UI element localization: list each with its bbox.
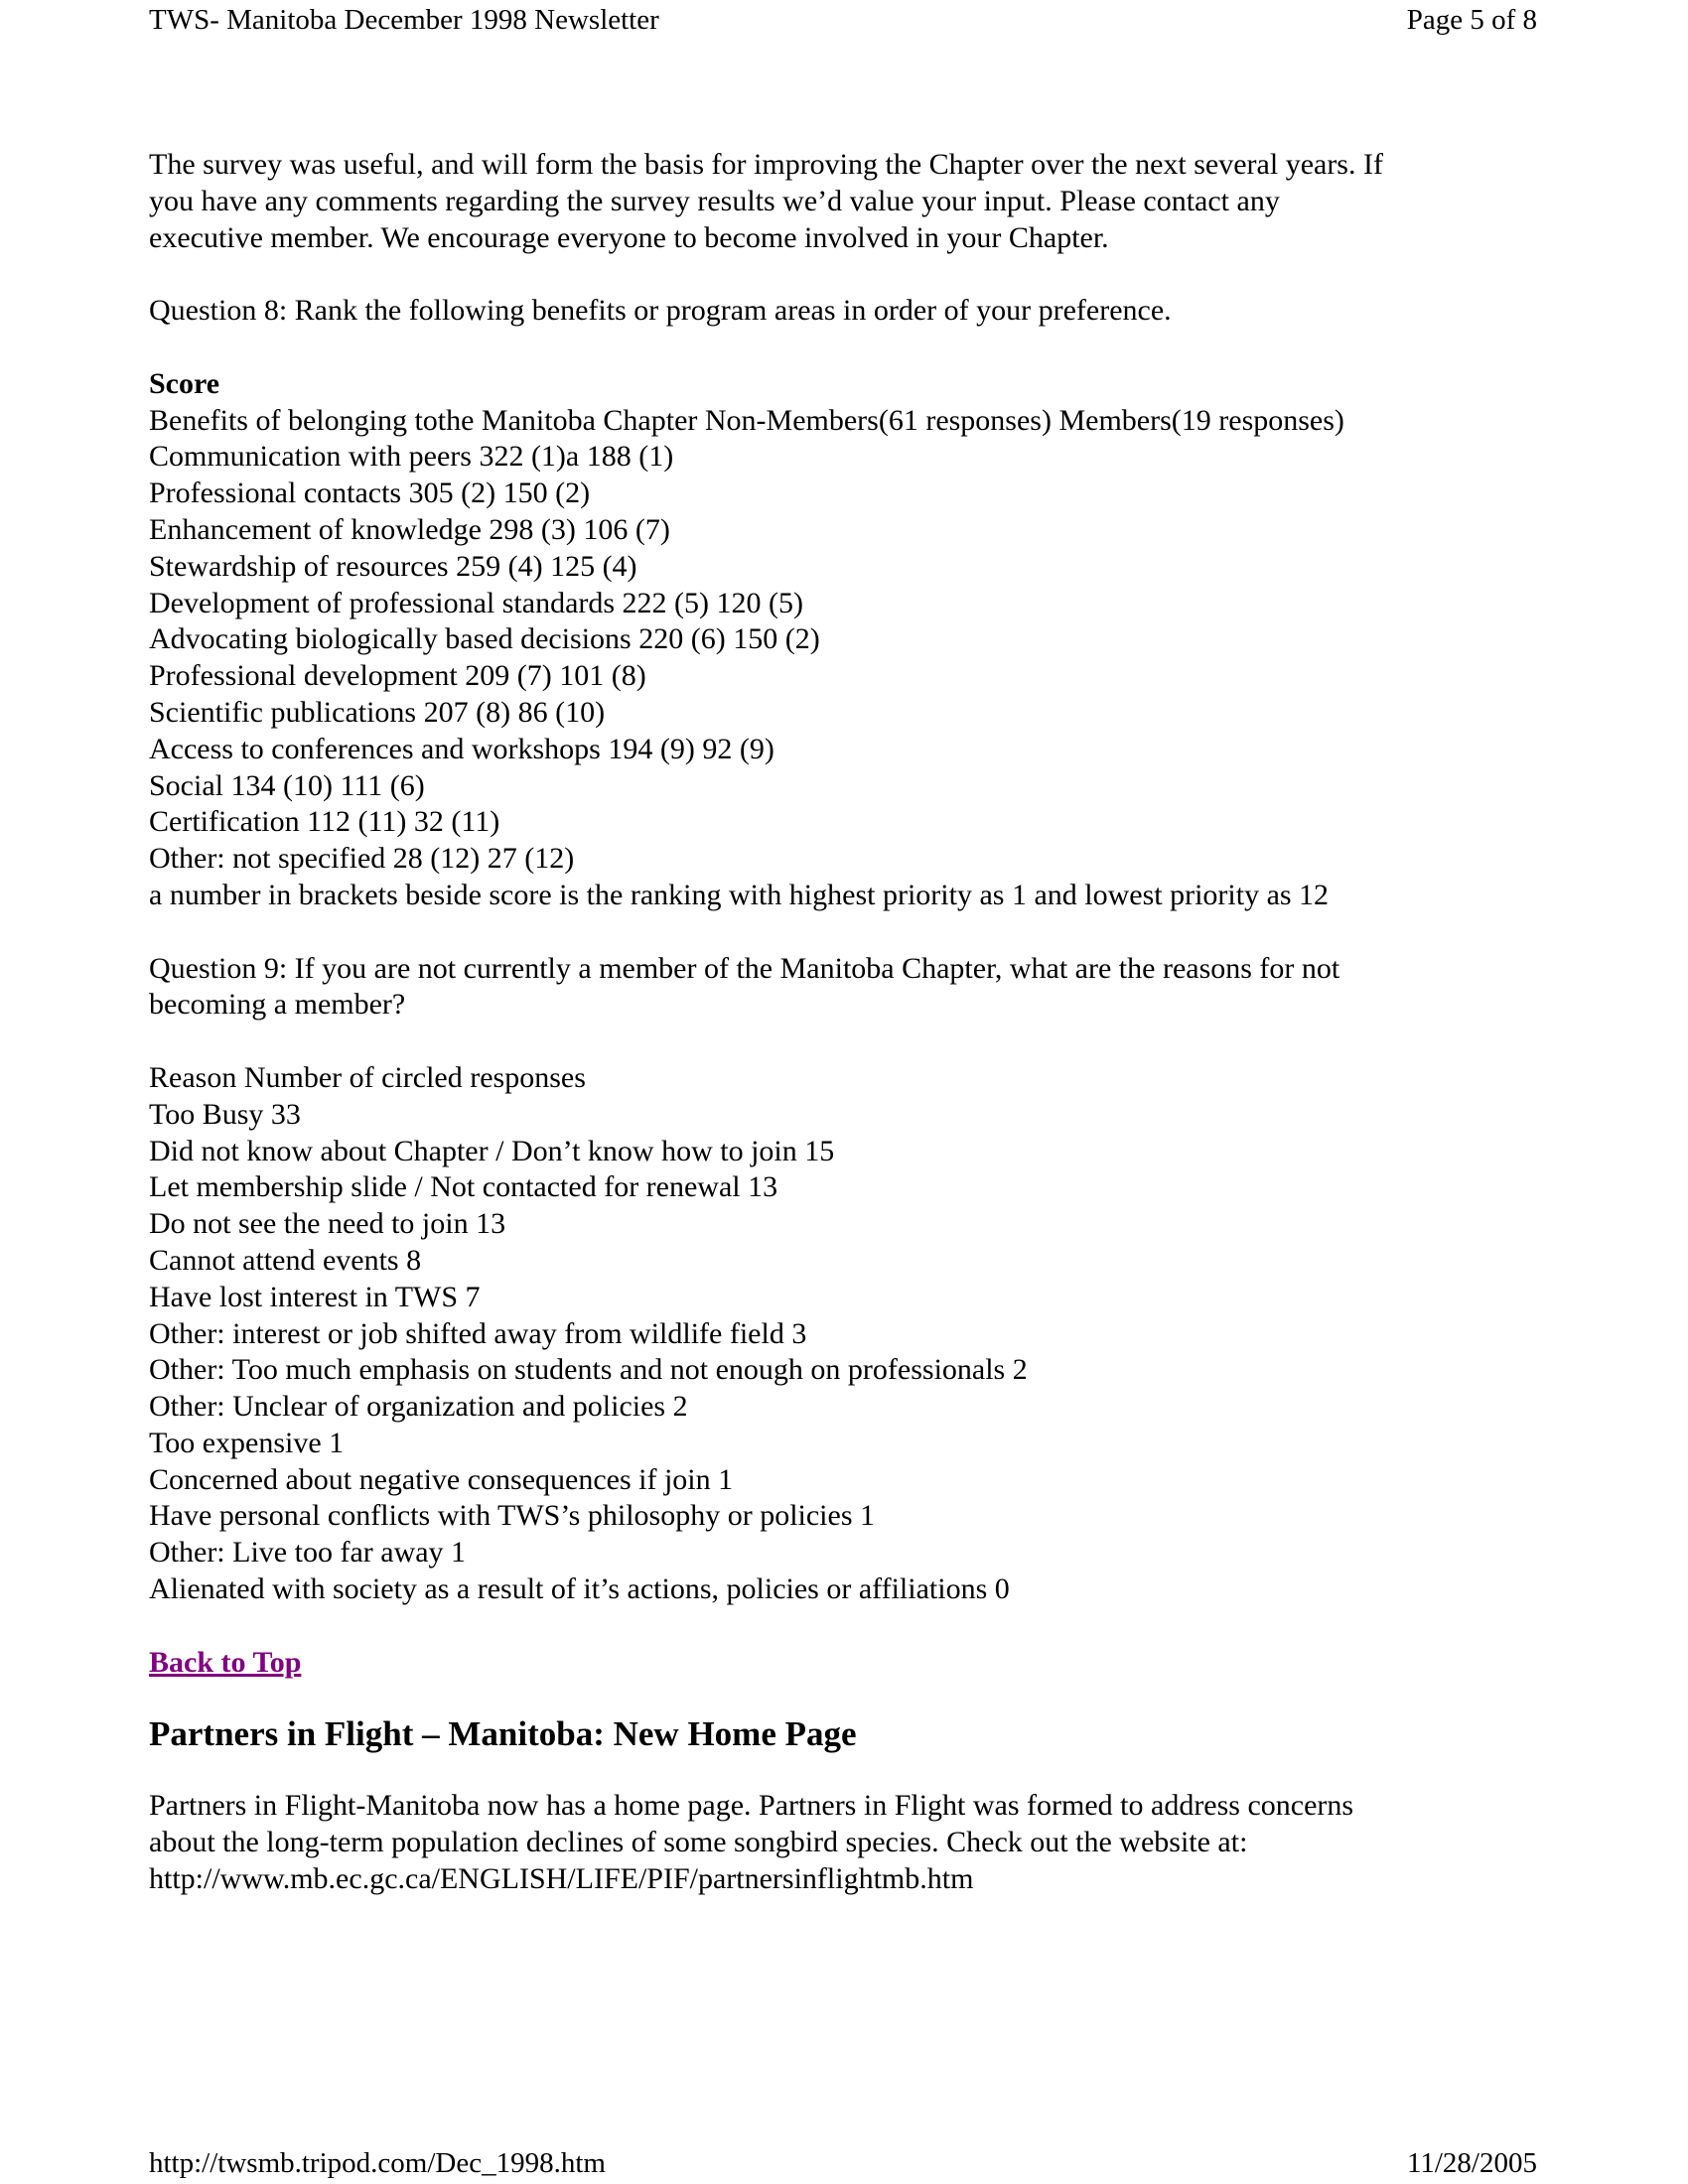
- result-row: Certification 112 (11) 32 (11): [149, 805, 500, 839]
- result-row: Development of professional standards 222 (5) 120 (5): [149, 586, 804, 619]
- result-row: Professional development 209 (7) 101 (8): [149, 659, 646, 693]
- intro-line: The survey was useful, and will form the basis for improving the Chapter over the next several years. If: [149, 148, 1383, 181]
- reason-row: Other: Unclear of organization and policies 2: [149, 1390, 688, 1424]
- ranking-footnote: a number in brackets beside score is the ranking with highest priority as 1 and lowest priority as 12: [149, 878, 1330, 911]
- result-row: Other: not specified 28 (12) 27 (12): [149, 842, 575, 876]
- result-row: Access to conferences and workshops 194 (9) 92 (9): [149, 732, 774, 765]
- score-label: Score: [149, 366, 220, 400]
- intro-line: you have any comments regarding the survey results we’d value your input. Please contact any: [149, 184, 1280, 217]
- result-row: Stewardship of resources 259 (4) 125 (4): [149, 549, 637, 583]
- reason-row: Other: interest or job shifted away from wildlife field 3: [149, 1316, 807, 1350]
- result-row: Scientific publications 207 (8) 86 (10): [149, 695, 606, 729]
- results-column-header: Benefits of belonging tothe Manitoba Chapter Non-Members(61 responses) Members(19 responses): [149, 403, 1344, 437]
- question-9: [149, 951, 1549, 1024]
- pif-line: Partners in Flight-Manitoba now has a home page. Partners in Flight was formed to address concerns: [149, 1789, 1354, 1823]
- reason-row: Have lost interest in TWS 7: [149, 1280, 481, 1313]
- back-to-top-row: [149, 1645, 1549, 1682]
- question-9-line: Question 9: If you are not currently a member of the Manitoba Chapter, what are the reasons for not: [149, 951, 1340, 985]
- back-to-top-link[interactable]: Back to Top: [149, 1645, 302, 1679]
- reasons-column-header: Reason Number of circled responses: [149, 1060, 586, 1094]
- partners-in-flight-paragraph: [149, 1788, 1549, 1897]
- print-footer-date: 11/28/2005: [1406, 2147, 1537, 2179]
- question-9-line: becoming a member?: [149, 988, 406, 1022]
- reason-row: Let membership slide / Not contacted for renewal 13: [149, 1170, 778, 1204]
- reason-row: Too Busy 33: [149, 1097, 301, 1131]
- reason-row: Cannot attend events 8: [149, 1243, 422, 1277]
- reason-row: Too expensive 1: [149, 1426, 345, 1459]
- newsletter-content: [149, 147, 1549, 1898]
- pif-website-url: http://www.mb.ec.gc.ca/ENGLISH/LIFE/PIF/partnersinflightmb.htm: [149, 1862, 974, 1896]
- print-header-page-number: Page 5 of 8: [1406, 4, 1537, 36]
- question-8: [149, 293, 1549, 330]
- reason-row: Did not know about Chapter / Don’t know how to join 15: [149, 1134, 835, 1167]
- reason-row: Other: Live too far away 1: [149, 1536, 467, 1570]
- question-9-results: [149, 1060, 1549, 1608]
- intro-line: executive member. We encourage everyone to become involved in your Chapter.: [149, 220, 1109, 254]
- reason-row: Concerned about negative consequences if join 1: [149, 1462, 734, 1496]
- reason-row: Have personal conflicts with TWS’s philosophy or policies 1: [149, 1499, 876, 1533]
- result-row: Social 134 (10) 111 (6): [149, 768, 425, 802]
- print-footer-url: http://twsmb.tripod.com/Dec_1998.htm: [149, 2147, 606, 2179]
- reason-row: Alienated with society as a result of it’s actions, policies or affiliations 0: [149, 1572, 1010, 1606]
- print-header-title: TWS- Manitoba December 1998 Newsletter: [149, 4, 659, 36]
- result-row: Enhancement of knowledge 298 (3) 106 (7): [149, 512, 670, 546]
- result-row: Communication with peers 322 (1)a 188 (1): [149, 440, 674, 474]
- reason-row: Do not see the need to join 13: [149, 1207, 506, 1241]
- intro-paragraph: [149, 147, 1549, 256]
- question-8-results: [149, 366, 1549, 914]
- result-row: Professional contacts 305 (2) 150 (2): [149, 477, 591, 510]
- pif-line: about the long-term population declines of some songbird species. Check out the website at:: [149, 1826, 1248, 1859]
- partners-in-flight-heading: Partners in Flight – Manitoba: New Home Page: [149, 1714, 857, 1754]
- reason-row: Other: Too much emphasis on students and not enough on professionals 2: [149, 1353, 1028, 1387]
- question-8-text: Question 8: Rank the following benefits or program areas in order of your preference.: [149, 294, 1172, 328]
- result-row: Advocating biologically based decisions 220 (6) 150 (2): [149, 622, 820, 656]
